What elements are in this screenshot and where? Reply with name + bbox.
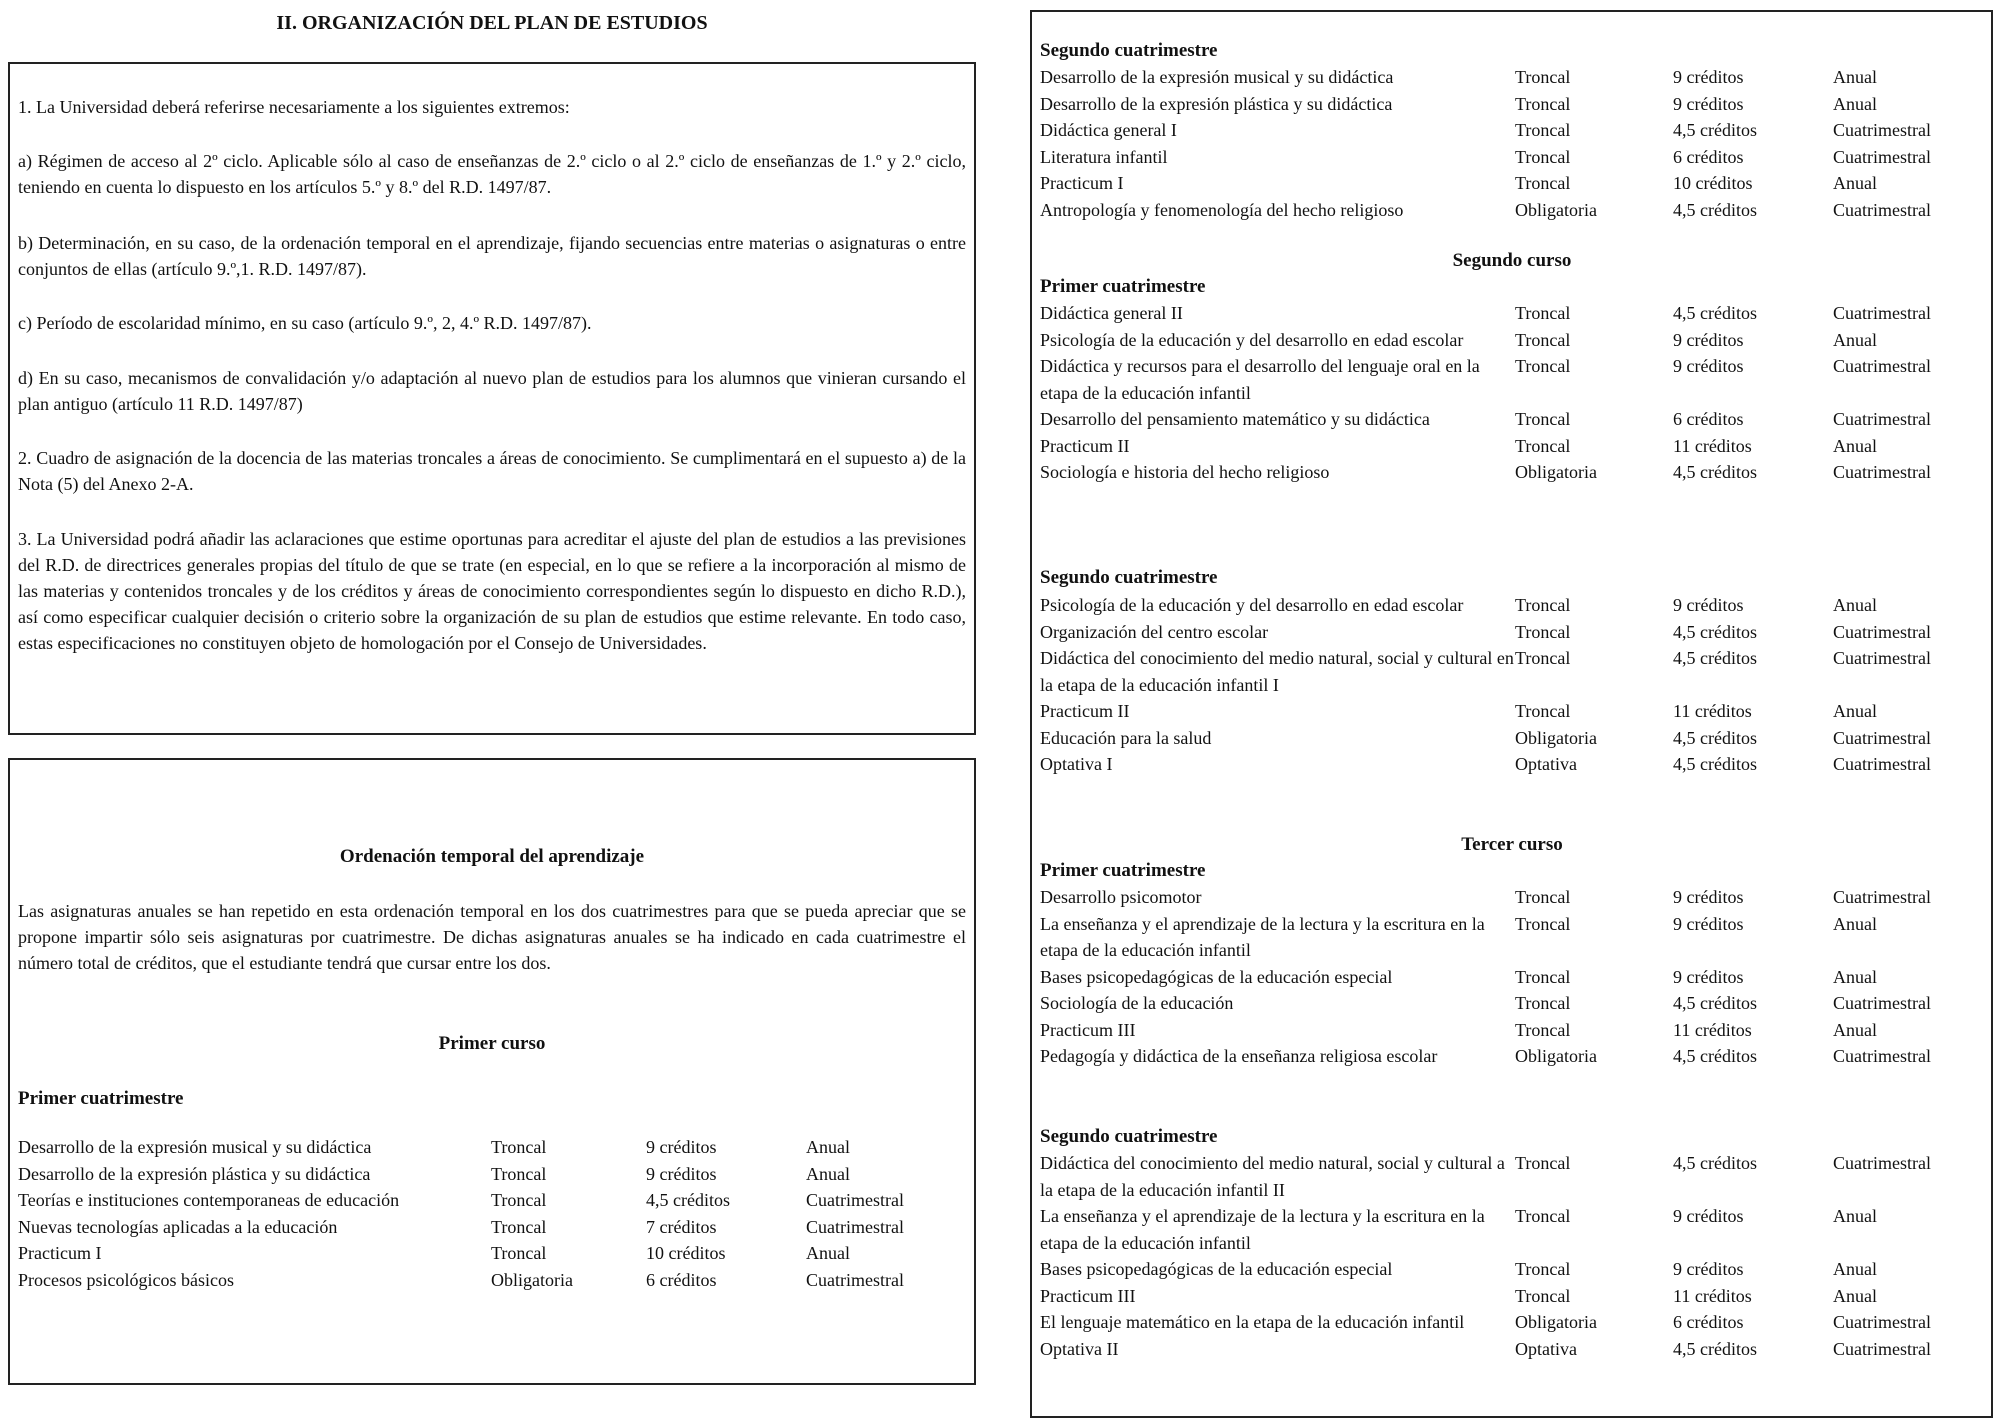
- subject-type: Troncal: [1515, 1019, 1571, 1040]
- subject-duration: Anual: [1833, 595, 1877, 615]
- subject-row: [1040, 884, 1985, 911]
- subject-row: [1040, 197, 1985, 224]
- subject-duration: Anual: [1833, 701, 1877, 721]
- subject-row: [18, 1134, 968, 1161]
- subject-name: Nuevas tecnologías aplicadas a la educación: [18, 1216, 338, 1237]
- subject-credits: 4,5 créditos: [1673, 199, 1757, 220]
- subject-row: [1040, 751, 1985, 778]
- subject-type: Troncal: [1515, 120, 1571, 140]
- subject-name: Desarrollo psicomotor: [1040, 887, 1202, 907]
- semester-heading: Segundo cuatrimestre: [1040, 40, 1218, 61]
- subject-name: Practicum III: [1040, 1285, 1136, 1306]
- subject-name: Organización del centro escolar: [1040, 621, 1269, 642]
- subject-duration: Anual: [1833, 1019, 1877, 1040]
- subject-type: Troncal: [1515, 966, 1571, 987]
- subject-type: Troncal: [1515, 329, 1571, 350]
- plan-box: [1030, 10, 1993, 1418]
- subject-credits: 9 créditos: [1673, 93, 1744, 114]
- subject-type: Obligatoria: [1515, 1046, 1597, 1066]
- subject-name: Desarrollo de la expresión musical y su didáctica: [18, 1137, 372, 1157]
- subject-duration: Cuatrimestral: [806, 1216, 904, 1237]
- subject-type: Troncal: [1515, 648, 1571, 668]
- note-paragraph: a) Régimen de acceso al 2º ciclo. Aplicable sólo al caso de enseñanzas de 2.º ciclo o al 2.º ciclo de enseñanzas de 1.º y 2.º ciclo, teniendo en cuenta lo dispuesto en los artículos 5.º y 8.º del R.D. 1497/87.: [18, 151, 966, 197]
- subject-name: Optativa II: [1040, 1338, 1119, 1359]
- subject-name: Optativa I: [1040, 754, 1113, 774]
- subject-credits: 9 créditos: [1673, 1206, 1744, 1226]
- subject-name: Desarrollo de la expresión plástica y su didáctica: [1040, 93, 1393, 114]
- subject-row: [18, 1161, 968, 1188]
- subject-duration: Cuatrimestral: [1833, 727, 1931, 748]
- notes-box: [8, 62, 976, 735]
- note-paragraph: 3. La Universidad podrá añadir las aclaraciones que estime oportunas para acreditar el ajuste del plan de estudios a las previsiones del R.D. de directrices generales propias del título de que se trate (en especial, en lo que se refiere a la incorporación al mismo de las materias y contenidos troncales y de los créditos y áreas de conocimiento correspondientes según lo dispuesto en dicho R.D.), así como especificar cualquier decisión o criterio sobre la organización de su plan de estudios que estime relevante. En todo caso, estas especificaciones no constituyen objeto de homologación por el Consejo de Universidades.: [18, 529, 966, 653]
- section-title: Ordenación temporal del aprendizaje: [339, 846, 645, 867]
- subject-duration: Cuatrimestral: [1833, 199, 1931, 220]
- subject-type: Troncal: [1515, 1153, 1571, 1173]
- subject-row: [1040, 459, 1985, 486]
- subject-duration: Cuatrimestral: [1833, 356, 1931, 376]
- subject-list: [1040, 64, 1985, 223]
- semester-heading: Primer cuatrimestre: [1040, 276, 1206, 297]
- note-paragraph: 1. La Universidad deberá referirse necesariamente a los siguientes extremos:: [18, 97, 570, 117]
- subject-row: [1040, 1043, 1985, 1070]
- subject-duration: Cuatrimestral: [1833, 146, 1931, 167]
- subject-row: [1040, 911, 1985, 964]
- subject-row: [18, 1240, 968, 1267]
- subject-name: Bases psicopedagógicas de la educación especial: [1040, 966, 1393, 987]
- subject-type: Obligatoria: [1515, 727, 1597, 748]
- subject-credits: 9 créditos: [646, 1163, 717, 1184]
- subject-credits: 4,5 créditos: [1673, 754, 1757, 774]
- subject-row: [18, 1187, 968, 1214]
- subject-name: Didáctica y recursos para el desarrollo del lenguaje oral en la etapa de la educación infantil: [1040, 356, 1480, 403]
- subject-name: Didáctica del conocimiento del medio natural, social y cultural en la etapa de la educación infantil I: [1040, 648, 1514, 695]
- subject-type: Optativa: [1515, 754, 1577, 774]
- subject-duration: Anual: [1833, 329, 1877, 350]
- subject-type: Troncal: [1515, 913, 1571, 934]
- subject-type: Troncal: [1515, 1259, 1571, 1279]
- subject-type: Troncal: [1515, 621, 1571, 642]
- subject-credits: 11 créditos: [1673, 1019, 1752, 1040]
- subject-credits: 4,5 créditos: [1673, 993, 1757, 1013]
- subject-credits: 4,5 créditos: [1673, 1046, 1757, 1066]
- semester-heading: Segundo cuatrimestre: [1040, 1126, 1218, 1147]
- subject-row: [1040, 698, 1985, 725]
- semester-heading: Primer cuatrimestre: [18, 1088, 184, 1109]
- note-paragraph: d) En su caso, mecanismos de convalidación y/o adaptación al nuevo plan de estudios para los alumnos que vinieran cursando el plan antiguo (artículo 11 R.D. 1497/87): [18, 368, 966, 414]
- subject-name: Desarrollo de la expresión plástica y su didáctica: [18, 1163, 371, 1184]
- subject-credits: 9 créditos: [1673, 1259, 1744, 1279]
- subject-row: [1040, 725, 1985, 752]
- subject-duration: Anual: [1833, 1259, 1877, 1279]
- subject-list: [18, 1134, 968, 1293]
- subject-row: [1040, 1203, 1985, 1256]
- subject-duration: Anual: [1833, 173, 1877, 193]
- subject-type: Troncal: [1515, 409, 1571, 429]
- subject-row: [1040, 300, 1985, 327]
- subject-duration: Cuatrimestral: [1833, 409, 1931, 429]
- subject-credits: 4,5 créditos: [1673, 1153, 1757, 1173]
- subject-type: Troncal: [1515, 93, 1571, 114]
- subject-row: [1040, 1336, 1985, 1363]
- subject-type: Troncal: [491, 1163, 547, 1184]
- subject-type: Troncal: [1515, 173, 1571, 193]
- subject-type: Troncal: [491, 1190, 547, 1210]
- subject-row: [1040, 592, 1985, 619]
- subject-duration: Anual: [1833, 1285, 1877, 1306]
- course-heading: Tercer curso: [1461, 834, 1563, 855]
- subject-duration: Cuatrimestral: [1833, 887, 1931, 907]
- subject-duration: Cuatrimestral: [1833, 120, 1931, 140]
- subject-name: Didáctica general II: [1040, 303, 1183, 323]
- subject-duration: Anual: [1833, 913, 1877, 934]
- course-heading: Segundo curso: [1452, 250, 1572, 271]
- subject-duration: Anual: [806, 1163, 850, 1184]
- ordenacion-box: [8, 758, 976, 1385]
- subject-type: Troncal: [1515, 1206, 1571, 1226]
- subject-credits: 4,5 créditos: [1673, 120, 1757, 140]
- subject-row: [18, 1267, 968, 1294]
- subject-row: [1040, 1256, 1985, 1283]
- subject-name: Practicum II: [1040, 435, 1130, 456]
- subject-duration: Anual: [1833, 93, 1877, 114]
- subject-name: Desarrollo de la expresión musical y su didáctica: [1040, 67, 1394, 87]
- subject-type: Troncal: [1515, 303, 1571, 323]
- subject-duration: Cuatrimestral: [1833, 1153, 1931, 1173]
- section-intro: Las asignaturas anuales se han repetido en esta ordenación temporal en los dos cuatrimestres para que se pueda apreciar que se propone impartir sólo seis asignaturas por cuatrimestre. De dichas asignaturas anuales se ha indicado en cada cuatrimestre el número total de créditos, que el estudiante tendrá que cursar entre los dos.: [18, 901, 966, 973]
- subject-duration: Cuatrimestral: [806, 1190, 904, 1210]
- subject-credits: 9 créditos: [1673, 67, 1744, 87]
- subject-name: Sociología e historia del hecho religioso: [1040, 462, 1330, 482]
- subject-name: Literatura infantil: [1040, 146, 1168, 167]
- subject-duration: Anual: [1833, 1206, 1877, 1226]
- subject-credits: 4,5 créditos: [1673, 621, 1757, 642]
- subject-name: Teorías e instituciones contemporaneas de educación: [18, 1190, 400, 1210]
- subject-type: Obligatoria: [1515, 1312, 1597, 1332]
- subject-duration: Anual: [1833, 67, 1877, 87]
- subject-row: [1040, 645, 1985, 698]
- subject-credits: 4,5 créditos: [1673, 648, 1757, 668]
- subject-list: [1040, 300, 1985, 486]
- subject-name: Psicología de la educación y del desarrollo en edad escolar: [1040, 595, 1464, 615]
- subject-row: [1040, 64, 1985, 91]
- subject-duration: Anual: [1833, 435, 1877, 456]
- subject-type: Troncal: [1515, 887, 1571, 907]
- subject-name: La enseñanza y el aprendizaje de la lectura y la escritura en la etapa de la educación infantil: [1040, 1206, 1485, 1253]
- subject-name: Practicum I: [1040, 173, 1124, 193]
- subject-credits: 4,5 créditos: [646, 1190, 730, 1210]
- subject-type: Troncal: [1515, 67, 1571, 87]
- subject-credits: 9 créditos: [1673, 329, 1744, 350]
- subject-name: Didáctica del conocimiento del medio natural, social y cultural a la etapa de la educación infantil II: [1040, 1153, 1505, 1200]
- subject-name: El lenguaje matemático en la etapa de la educación infantil: [1040, 1312, 1465, 1332]
- subject-credits: 11 créditos: [1673, 435, 1752, 456]
- semester-heading: Primer cuatrimestre: [1040, 860, 1206, 881]
- subject-name: Practicum II: [1040, 701, 1130, 721]
- subject-row: [1040, 91, 1985, 118]
- page-title: II. ORGANIZACIÓN DEL PLAN DE ESTUDIOS: [276, 12, 708, 34]
- subject-row: [18, 1214, 968, 1241]
- subject-credits: 6 créditos: [1673, 1312, 1744, 1332]
- subject-name: Desarrollo del pensamiento matemático y su didáctica: [1040, 409, 1430, 429]
- subject-type: Troncal: [1515, 435, 1571, 456]
- subject-duration: Anual: [1833, 966, 1877, 987]
- subject-type: Troncal: [1515, 146, 1571, 167]
- subject-row: [1040, 1017, 1985, 1044]
- subject-duration: Cuatrimestral: [1833, 648, 1931, 668]
- subject-credits: 9 créditos: [1673, 595, 1744, 615]
- subject-credits: 9 créditos: [1673, 356, 1744, 376]
- subject-name: Practicum I: [18, 1243, 102, 1263]
- subject-credits: 9 créditos: [1673, 913, 1744, 934]
- note-paragraph: 2. Cuadro de asignación de la docencia de las materias troncales a áreas de conocimiento. Se cumplimentará en el supuesto a) de la Nota (5) del Anexo 2-A.: [18, 448, 966, 494]
- subject-row: [1040, 1150, 1985, 1203]
- subject-credits: 4,5 créditos: [1673, 462, 1757, 482]
- subject-duration: Cuatrimestral: [806, 1269, 904, 1290]
- subject-duration: Cuatrimestral: [1833, 993, 1931, 1013]
- subject-type: Obligatoria: [1515, 199, 1597, 220]
- subject-name: Educación para la salud: [1040, 727, 1212, 748]
- subject-type: Troncal: [1515, 595, 1571, 615]
- subject-credits: 9 créditos: [1673, 887, 1744, 907]
- subject-duration: Cuatrimestral: [1833, 621, 1931, 642]
- subject-duration: Cuatrimestral: [1833, 1046, 1931, 1066]
- subject-name: Practicum III: [1040, 1019, 1136, 1040]
- subject-type: Troncal: [1515, 701, 1571, 721]
- subject-name: La enseñanza y el aprendizaje de la lectura y la escritura en la etapa de la educación infantil: [1040, 913, 1485, 960]
- subject-credits: 6 créditos: [646, 1269, 717, 1290]
- subject-row: [1040, 433, 1985, 460]
- subject-type: Optativa: [1515, 1338, 1577, 1359]
- subject-name: Psicología de la educación y del desarrollo en edad escolar: [1040, 329, 1464, 350]
- subject-name: Bases psicopedagógicas de la educación especial: [1040, 1259, 1393, 1279]
- subject-row: [1040, 964, 1985, 991]
- subject-duration: Cuatrimestral: [1833, 303, 1931, 323]
- subject-duration: Cuatrimestral: [1833, 754, 1931, 774]
- subject-list: [1040, 884, 1985, 1070]
- subject-type: Troncal: [491, 1243, 547, 1263]
- subject-type: Troncal: [1515, 356, 1571, 376]
- subject-type: Troncal: [491, 1216, 547, 1237]
- subject-name: Pedagogía y didáctica de la enseñanza religiosa escolar: [1040, 1046, 1438, 1066]
- subject-duration: Cuatrimestral: [1833, 462, 1931, 482]
- subject-credits: 4,5 créditos: [1673, 727, 1757, 748]
- semester-heading: Segundo cuatrimestre: [1040, 567, 1218, 588]
- subject-credits: 10 créditos: [1673, 173, 1753, 193]
- subject-list: [1040, 592, 1985, 778]
- subject-credits: 6 créditos: [1673, 409, 1744, 429]
- subject-row: [1040, 619, 1985, 646]
- subject-row: [1040, 353, 1985, 406]
- subject-type: Troncal: [1515, 993, 1571, 1013]
- subject-row: [1040, 406, 1985, 433]
- subject-duration: Cuatrimestral: [1833, 1338, 1931, 1359]
- subject-list: [1040, 1150, 1985, 1362]
- subject-duration: Anual: [806, 1243, 850, 1263]
- subject-credits: 9 créditos: [1673, 966, 1744, 987]
- subject-name: Antropología y fenomenología del hecho religioso: [1040, 199, 1404, 220]
- subject-duration: Cuatrimestral: [1833, 1312, 1931, 1332]
- subject-name: Sociología de la educación: [1040, 993, 1234, 1013]
- note-paragraph: c) Período de escolaridad mínimo, en su caso (artículo 9.º, 2, 4.º R.D. 1497/87).: [18, 313, 592, 333]
- subject-type: Troncal: [1515, 1285, 1571, 1306]
- subject-duration: Anual: [806, 1137, 850, 1157]
- subject-credits: 10 créditos: [646, 1243, 726, 1263]
- subject-credits: 7 créditos: [646, 1216, 717, 1237]
- subject-type: Obligatoria: [491, 1269, 573, 1290]
- subject-row: [1040, 170, 1985, 197]
- subject-credits: 6 créditos: [1673, 146, 1744, 167]
- subject-row: [1040, 990, 1985, 1017]
- subject-row: [1040, 1309, 1985, 1336]
- course-heading: Primer curso: [438, 1033, 546, 1054]
- subject-type: Troncal: [491, 1137, 547, 1157]
- subject-row: [1040, 1283, 1985, 1310]
- subject-credits: 11 créditos: [1673, 701, 1752, 721]
- subject-credits: 4,5 créditos: [1673, 1338, 1757, 1359]
- subject-name: Didáctica general I: [1040, 120, 1177, 140]
- subject-credits: 11 créditos: [1673, 1285, 1752, 1306]
- subject-row: [1040, 144, 1985, 171]
- subject-type: Obligatoria: [1515, 462, 1597, 482]
- subject-name: Procesos psicológicos básicos: [18, 1269, 234, 1290]
- note-paragraph: b) Determinación, en su caso, de la ordenación temporal en el aprendizaje, fijando secuencias entre materias o asignaturas o entre conjuntos de ellas (artículo 9.º,1. R.D. 1497/87).: [18, 233, 966, 279]
- subject-credits: 9 créditos: [646, 1137, 717, 1157]
- subject-row: [1040, 327, 1985, 354]
- subject-credits: 4,5 créditos: [1673, 303, 1757, 323]
- subject-row: [1040, 117, 1985, 144]
